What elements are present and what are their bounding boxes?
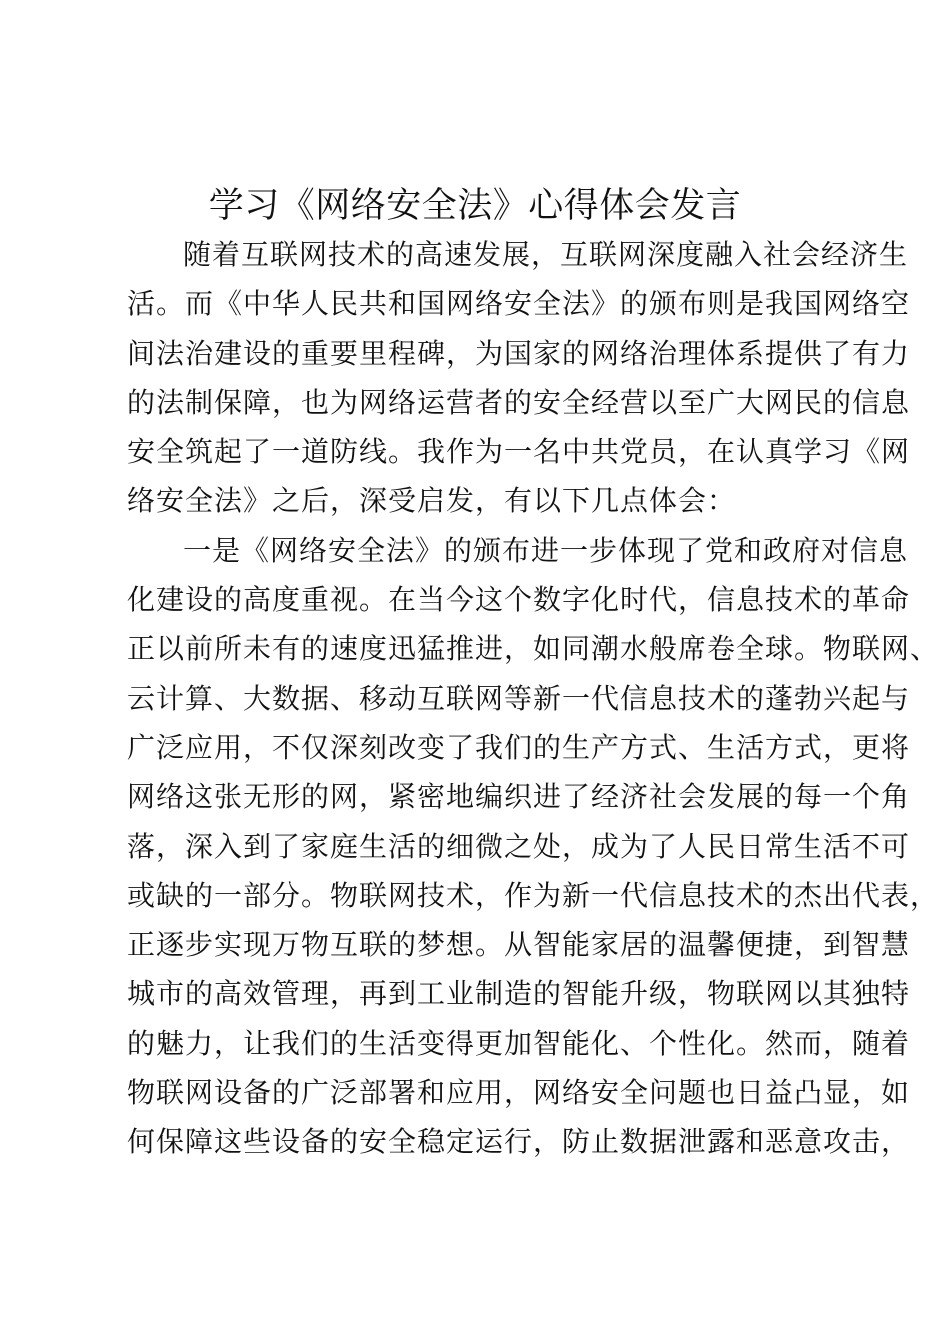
paragraph-line: 的魅力，让我们的生活变得更加智能化、个性化。然而，随着 — [127, 1026, 911, 1060]
paragraph-line: 的法制保障，也为网络运营者的安全经营以至广大网民的信息 — [127, 385, 911, 419]
paragraph-line: 何保障这些设备的安全稳定运行，防止数据泄露和恶意攻击， — [127, 1125, 911, 1159]
paragraph-line: 络安全法》之后，深受启发，有以下几点体会： — [127, 484, 737, 518]
document-body — [127, 230, 940, 1167]
paragraph-line: 正以前所未有的速度迅猛推进，如同潮水般席卷全球。物联网、 — [127, 632, 940, 666]
paragraph-line: 正逐步实现万物互联的梦想。从智能家居的温馨便捷，到智慧 — [127, 928, 911, 962]
paragraph-line: 或缺的一部分。物联网技术，作为新一代信息技术的杰出代表， — [127, 878, 940, 912]
paragraph-line: 随着互联网技术的高速发展，互联网深度融入社会经济生 — [183, 238, 909, 271]
document-title: 学习《网络安全法》心得体会发言 — [208, 186, 742, 226]
paragraph-line: 物联网设备的广泛部署和应用，网络安全问题也日益凸显，如 — [127, 1076, 911, 1110]
paragraph-line: 安全筑起了一道防线。我作为一名中共党员，在认真学习《网 — [127, 435, 911, 469]
paragraph-line: 一是《网络安全法》的颁布进一步体现了党和政府对信息 — [183, 533, 909, 567]
paragraph-line: 云计算、大数据、移动互联网等新一代信息技术的蓬勃兴起与 — [127, 681, 911, 715]
paragraph-line: 网络这张无形的网，紧密地编织进了经济社会发展的每一个角 — [127, 780, 911, 814]
paragraph-line: 广泛应用，不仅深刻改变了我们的生产方式、生活方式，更将 — [127, 730, 911, 764]
paragraph-line: 城市的高效管理，再到工业制造的智能升级，物联网以其独特 — [127, 977, 911, 1011]
paragraph-line: 化建设的高度重视。在当今这个数字化时代，信息技术的革命 — [127, 583, 911, 617]
paragraph-line: 活。而《中华人民共和国网络安全法》的颁布则是我国网络空 — [127, 287, 911, 321]
paragraph-line: 间法治建设的重要里程碑，为国家的网络治理体系提供了有力 — [127, 336, 911, 370]
paragraph-line: 落，深入到了家庭生活的细微之处，成为了人民日常生活不可 — [127, 829, 911, 863]
